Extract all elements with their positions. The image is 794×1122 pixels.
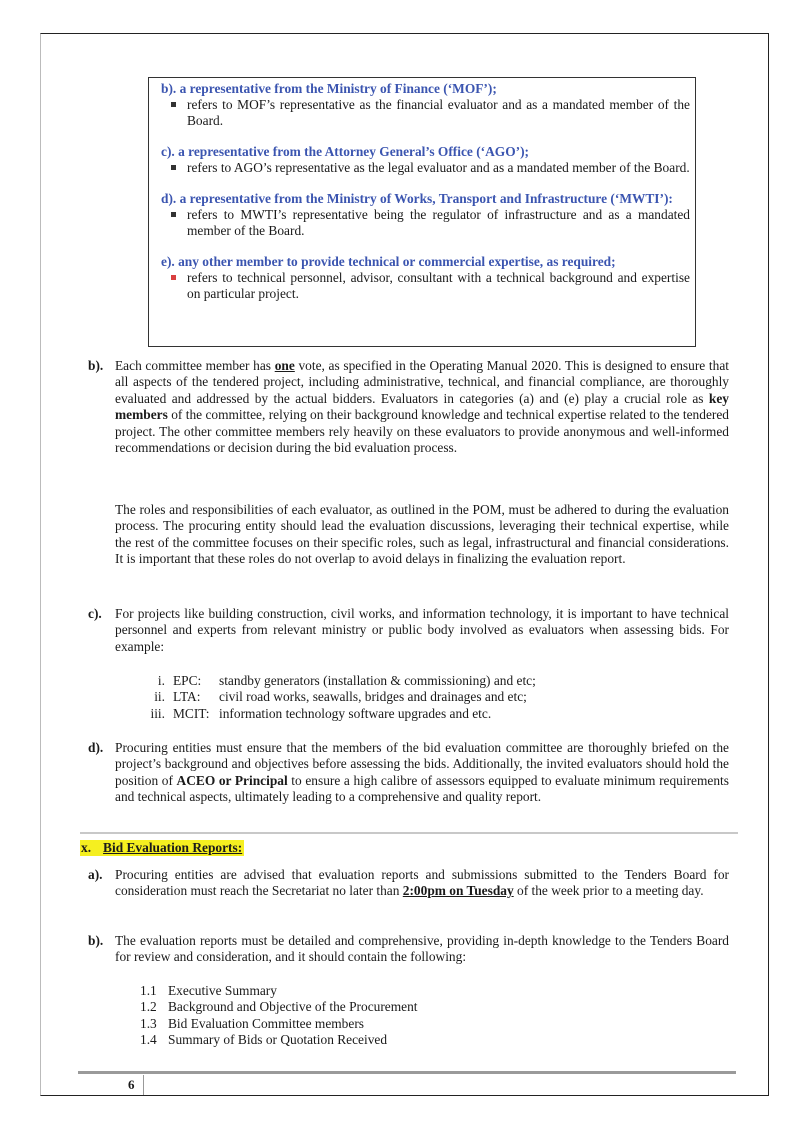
- square-bullet-icon: [171, 275, 176, 280]
- paragraph-d-briefing: [88, 740, 729, 806]
- paragraph-section-b: [88, 933, 729, 966]
- box-heading: b). a representative from the Ministry of Finance (‘MOF’);: [161, 81, 497, 96]
- item-label: b).: [88, 933, 104, 948]
- paragraph-b-voting: [88, 358, 729, 456]
- report-item: [140, 999, 418, 1015]
- box-body-text: refers to MWTI’s representative being the regulator of infrastructure and as a mandated member of the Board.: [187, 207, 690, 238]
- box-heading: e). any other member to provide technical or commercial expertise, as required;: [161, 254, 616, 269]
- paragraph-c-technical-personnel: [88, 606, 729, 655]
- committee-members-box: [148, 77, 696, 347]
- report-contents-list: [140, 983, 418, 1049]
- item-label: c).: [88, 606, 102, 621]
- page-number: 6: [128, 1077, 135, 1092]
- box-body-text: refers to technical personnel, advisor, consultant with a technical background and expertise on particular project.: [187, 270, 690, 301]
- square-bullet-icon: [171, 165, 176, 170]
- example-code: LTA:: [173, 689, 201, 705]
- item-label: a).: [88, 867, 103, 882]
- report-item: [140, 983, 418, 999]
- example-item: [135, 689, 536, 705]
- report-item-text: Executive Summary: [168, 983, 277, 998]
- paragraph-text: [115, 740, 729, 806]
- example-description: civil road works, seawalls, bridges and drainages and etc;: [219, 689, 527, 705]
- box-item-mof: [161, 81, 690, 129]
- box-body-text: refers to AGO’s representative as the legal evaluator and as a mandated member of the Board.: [187, 160, 690, 175]
- box-item-ago: [161, 144, 690, 176]
- emphasis-deadline: 2:00pm on Tuesday: [402, 883, 514, 899]
- emphasis-one: one: [274, 358, 295, 373]
- text-run: of the committee, relying on their background knowledge and technical expertise related to the tendered project. The other committee members rely heavily on these evaluators to provide anonymous and well-informed recommendations or decision during the bid evaluation process.: [115, 407, 729, 456]
- report-item-text: Summary of Bids or Quotation Received: [168, 1032, 388, 1048]
- square-bullet-icon: [171, 102, 176, 107]
- example-item: [135, 706, 536, 722]
- report-item-number: 1.1: [140, 983, 157, 998]
- item-label: d).: [88, 740, 104, 755]
- paragraph-text: For projects like building construction, civil works, and information technology, it is important to have technical personnel and experts from relevant ministry or public body involved as evaluators when assessing bids. For example:: [115, 606, 729, 654]
- square-bullet-icon: [171, 212, 176, 217]
- paragraph-section-a: [88, 867, 729, 900]
- item-label: b).: [88, 358, 104, 373]
- box-item-mwti: [161, 191, 690, 239]
- section-number: x.: [81, 840, 92, 855]
- text-run: Procuring entities are advised that evaluation reports and submissions submitted to the Tenders Board for consideration must reach the Secretariat no later than: [115, 867, 729, 899]
- paragraph-roles: The roles and responsibilities of each evaluator, as outlined in the POM, must be adhered to during the evaluation process. The procuring entity should lead the evaluation discussions, leveraging their technical expertise, while the rest of the committee focuses on their specific roles, such as legal, infrastructural and financial considerations. It is important that these roles do not overlap to avoid delays in finalizing the evaluation report.: [115, 502, 729, 567]
- box-body-text: refers to MOF’s representative as the financial evaluator and as a mandated member of the Board.: [187, 97, 690, 128]
- report-item-number: 1.4: [140, 1032, 157, 1048]
- example-description: information technology software upgrades and etc.: [219, 705, 492, 721]
- example-description: standby generators (installation & commissioning) and etc;: [219, 673, 536, 688]
- text-run: Procuring entities must ensure that the members of the bid evaluation committee are thoroughly briefed on the project’s background and objectives before assessing the bids. Additionally, the invited evaluators should hold the position of: [115, 740, 729, 788]
- text-run: Each committee member has: [115, 358, 275, 373]
- text-run: of the week prior to a meeting day.: [513, 883, 704, 899]
- footer-divider: [78, 1071, 736, 1074]
- text-run: to ensure a high calibre of assessors equipped to evaluate minimum requirements and technical aspects, ultimately leading to a comprehensive and quality report.: [115, 772, 729, 805]
- section-divider: [80, 832, 738, 834]
- box-bullet-item: [161, 270, 690, 302]
- report-item: [140, 1016, 418, 1032]
- paragraph-text: The evaluation reports must be detailed and comprehensive, providing in-depth knowledge to the Tenders Board for review and consideration, and it should contain the following:: [115, 933, 729, 965]
- emphasis-aceo: ACEO or Principal: [176, 772, 288, 788]
- example-number: ii.: [154, 689, 165, 705]
- example-item: [135, 673, 536, 689]
- example-code: EPC:: [173, 673, 202, 688]
- paragraph-text: [115, 867, 729, 900]
- section-heading: [80, 840, 244, 856]
- box-item-other-member: [161, 254, 690, 302]
- box-heading: d). a representative from the Ministry of Works, Transport and Infrastructure (‘MWTI’):: [161, 191, 673, 206]
- box-bullet-item: [161, 160, 690, 176]
- emphasis-key-members: key members: [115, 390, 729, 423]
- example-list: [135, 673, 536, 722]
- report-item-number: 1.2: [140, 999, 157, 1015]
- example-number: i.: [157, 673, 165, 688]
- text-run: vote, as specified in the Operating Manual 2020. This is designed to ensure that all aspects of the tendered project, including administrative, technical, and financial compliance, are thoroughly evaluated and addressed by the actual bidders. Evaluators in categories (a) and (e) play a crucial role as: [115, 358, 729, 406]
- page-number-separator: [143, 1075, 144, 1095]
- report-item-number: 1.3: [140, 1015, 157, 1031]
- report-item: [140, 1032, 418, 1048]
- box-bullet-item: [161, 97, 690, 129]
- report-item-text: Bid Evaluation Committee members: [168, 1015, 364, 1031]
- report-item-text: Background and Objective of the Procurement: [168, 999, 418, 1015]
- example-code: MCIT:: [173, 705, 210, 721]
- paragraph-text: [115, 358, 729, 456]
- example-number: iii.: [150, 705, 165, 721]
- box-bullet-item: [161, 207, 690, 239]
- section-title: Bid Evaluation Reports:: [103, 840, 243, 855]
- box-heading: c). a representative from the Attorney General’s Office (‘AGO’);: [161, 144, 529, 159]
